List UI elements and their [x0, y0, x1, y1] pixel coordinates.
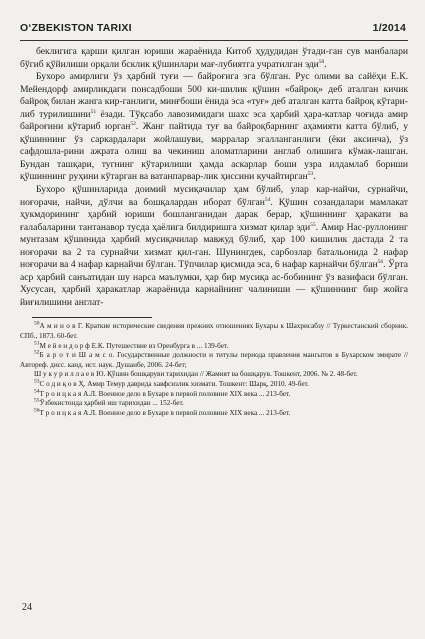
running-header	[20, 22, 408, 37]
footnote-ref[interactable]: 55	[310, 221, 316, 228]
footnote-text: Военное дело в Бухаре в первой половине XIX века ... 213-бет.	[96, 408, 291, 417]
footnote-text: Краткие исторические сведения прежних отношениях Бухары к Шахрисабзу // Туркестанский сборник. СПб., 1873. 60-бет.	[20, 322, 408, 341]
footnote	[20, 399, 408, 409]
footnote-ref[interactable]: 51	[90, 108, 97, 115]
footnote	[20, 380, 408, 390]
footnote-author: Т р о и ц к а я А.Л.	[39, 408, 97, 417]
footnote-number: 55	[34, 397, 40, 404]
body-text	[20, 46, 408, 309]
paragraph-text: .	[324, 58, 327, 70]
paragraph-text: . Ўрта аср ҳарбий санъатидан шу нарса маълумки, ҳар бир мусиқа ас-бобининг ўз вазифаси бўлган. Хусусан, ҳарбий ҳаракатлар жараёнида карнайнинг чалиниши — қўшиннинг бир жойга йиғилишини англат-	[20, 259, 408, 308]
page-number: 24	[22, 602, 32, 613]
footnote-ref[interactable]: 52	[130, 121, 136, 128]
body-paragraph	[20, 184, 408, 309]
footnote	[20, 390, 408, 400]
footnote-text: Государственные должности и титулы периода правления мангытов в Бухарском эмирате // Автореф. дисс. канд. ист. наук. Душанбе, 2006. 24-бет;	[20, 351, 409, 369]
footnote-number: 53	[34, 378, 40, 385]
footnote-number: 51	[34, 340, 40, 347]
paragraph-text: беклигига қарши қилган юриши жараёнида Китоб ҳудудидан ўтади-ган сув манбалари бўгиб қўйилиши орқали бсклик қўшинлари мағ-лубиятга учратилган эди	[20, 46, 408, 70]
paragraph-text: Бухоро қўшинларида доимий мусиқачилар ҳам бўлиб, улар кар-найчи, сурнайчи, ноғорачи, найчи, дўлчи ва бошқалардан иборат бўлган	[20, 184, 408, 208]
footnote-text: Путешествие из Оренбурга в ... 139-бет.	[104, 341, 229, 350]
footnote-text: Қўшин бошқаруви тарихидан // Жамият ва бошқарув. Тошкент, 2006. № 2. 48-бет.	[105, 370, 358, 379]
footnote	[20, 351, 408, 370]
footnote-author: Ш у к у р и л л а е в Ю.	[34, 370, 106, 379]
footnote-ref[interactable]: 50	[318, 58, 325, 65]
footnote-number: 56	[34, 407, 40, 414]
footnote-author: Т р о и ц к а я А.Л.	[39, 389, 97, 398]
footnote-author: С о д и қ о в Ҳ.	[39, 380, 86, 389]
paragraph-text: ёзади. Тўқсабо лавозимидаги шахс эса ҳарбий ҳара-катлар чоғида амир байроғини кўтариб юрган	[20, 108, 408, 133]
footnote-author: Б а р о т и Ш а м с о.	[39, 351, 115, 360]
journal-page	[20, 22, 408, 418]
paragraph-text: . Жанг пайтида туғ ва байроқбарнинг аҳамияти катта бўлиб, у қўшиннинг ўз саркардалари жойлашуви, марралар эгалланганлиги (ёки аксинча), ўз сафдошла-рини ажрата олиш ва чекиниш аломатларини англаб олишига кўмак-лашган. Бундан ташқари, тугнинг кўтарилиши ҳамда аскарлар боши узра илдамлаб бориши қўшиннинг руҳини кўтарган ва ватанпарвар-лик ҳиссини кучайтирган	[20, 121, 408, 183]
footnote-number: 50	[34, 321, 40, 328]
body-paragraph	[20, 71, 408, 184]
footnote	[20, 409, 408, 419]
footnote-text: Ўзбекистонда ҳарбий иш тарихидан ... 152-бет.	[39, 399, 184, 408]
footnote	[20, 342, 408, 352]
footnote-separator	[32, 317, 152, 318]
footnote-author: А м и н о в Г.	[39, 322, 83, 331]
footnote	[20, 322, 408, 341]
footnote-ref[interactable]: 54	[264, 196, 271, 203]
footnote-number: 54	[34, 388, 40, 395]
issue-number: 1/2014	[372, 22, 406, 34]
footnote-ref[interactable]: 53	[307, 171, 314, 178]
paragraph-text: .	[313, 171, 316, 183]
footnote-number: 52	[34, 349, 40, 356]
footnote-text: Военное дело в Бухаре в первой половине XIX века ... 213-бет.	[96, 389, 291, 398]
journal-title: O‘ZBEKISTON TARIXI	[20, 22, 132, 34]
paragraph-text: . Амир Нас-руллонинг мунтазам қўшинида ҳарбий мусиқачилар мавжуд бўлиб, ҳар 100 кишилик дастада 2 та ноғорачи ва 2 та сурнайчи хизмат қил-ган. Шунингдек, сарбозлар батальонида 2 нафар ноғорачи ва 4 нафар карнайчи бўлган. Тўпчилар қисмида эса, 6 нафар карнайчи бўлган	[20, 221, 408, 271]
footnote-text: Амир Темур даврида хавфсизлик хизмати. Тошкент: Шарқ, 2010. 49-бет.	[85, 380, 309, 389]
paragraph-text: Бухоро амирлиги ўз ҳарбий туғи — байроғига эга бўлган. Рус олими ва сайёҳи Е.К. Мейендорф амирликдаги понсадбоши 500 ки-шилик қўшин «байроқ» деб аталган кичик байроқ билан жанга кир-ганлиги, минғбоши ёнида эса «туғ» деб аталган катта байроқ кўтари-либ турилишини	[20, 71, 408, 120]
footnote	[20, 370, 408, 380]
body-paragraph	[20, 46, 408, 71]
header-rule	[20, 40, 408, 41]
footnote-ref[interactable]: 56	[377, 259, 384, 266]
footnote-author: М е й е н д о р ф Е.К.	[39, 341, 105, 350]
paragraph-text: . Қўшин созандалари мамлакат ҳукмдорининг ҳарбий юриши бошланганидан дарак берар, қўшиннинг ҳаракати ва ғалабаларини тантанавор тусда ҳаёлига билдиришга хизмат қилар эди	[20, 196, 409, 233]
footnotes	[20, 322, 408, 418]
